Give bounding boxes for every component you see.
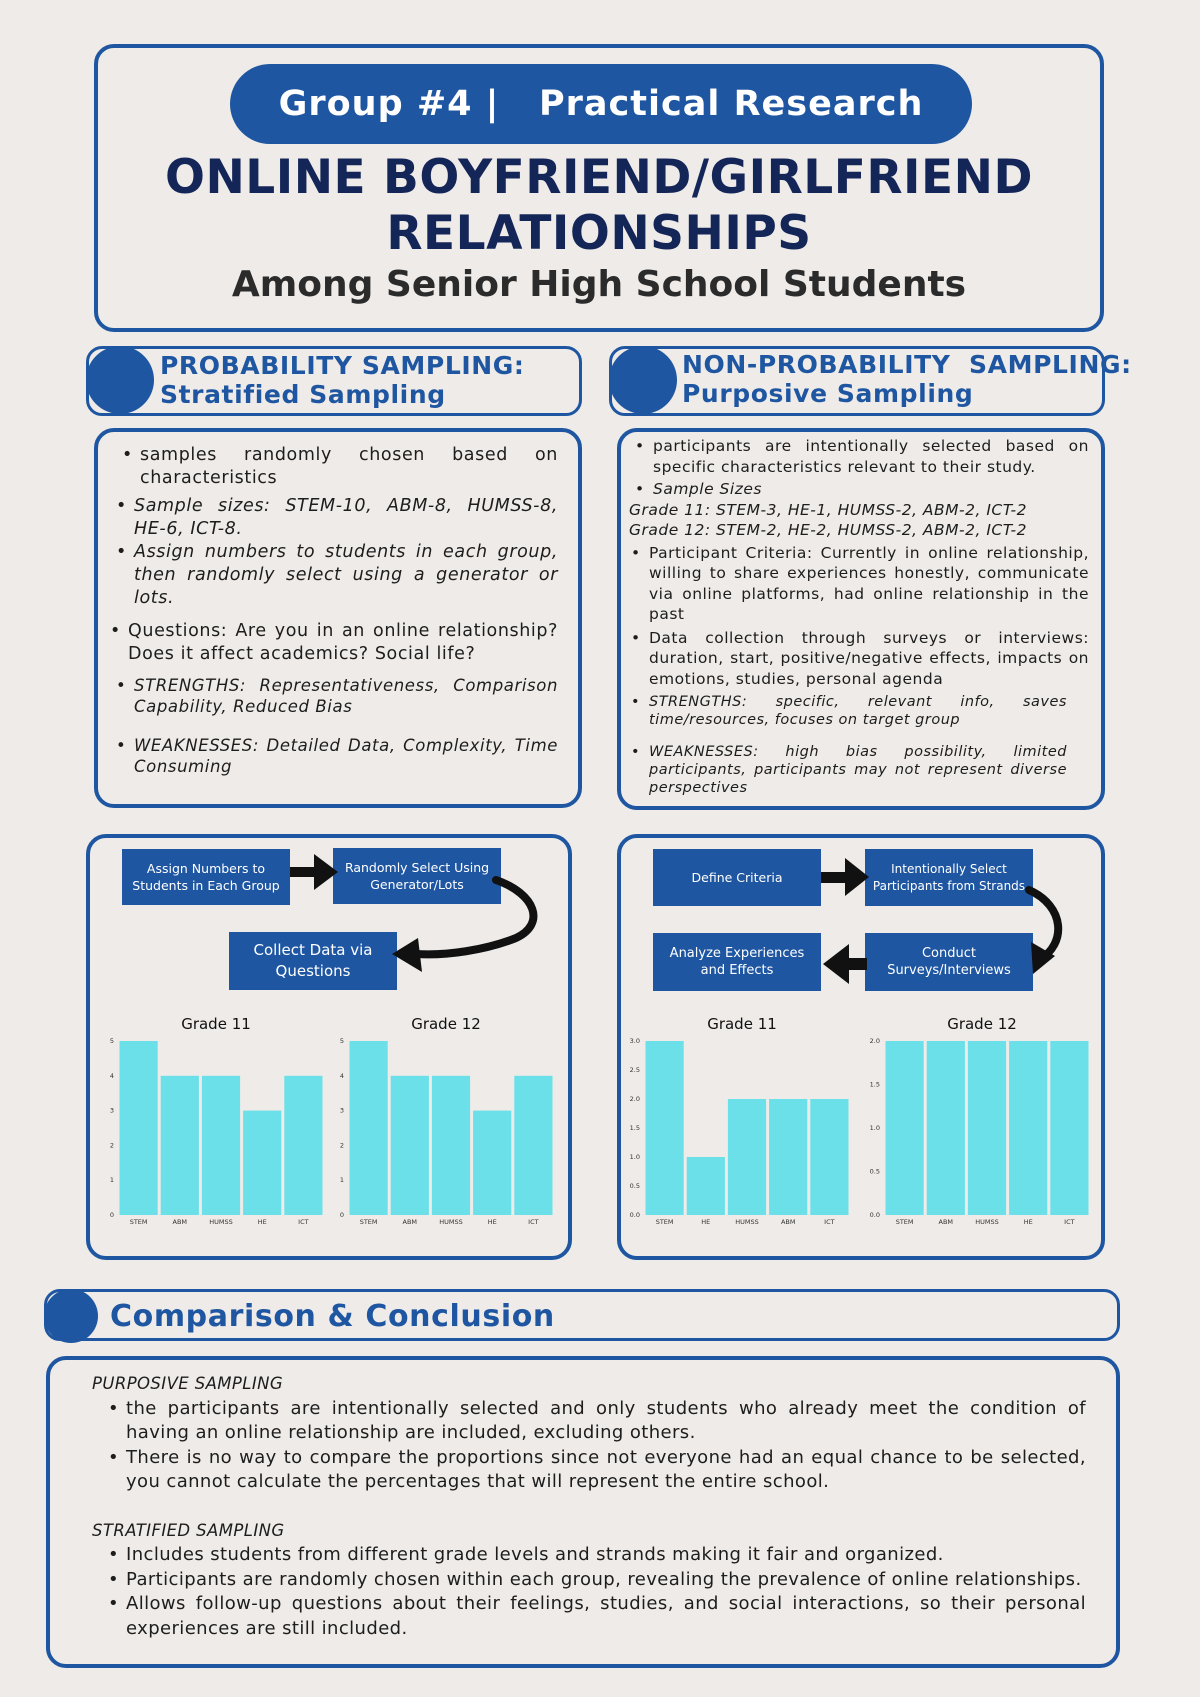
y-tick-label: 2.0 [869,1037,880,1045]
bar-humss [432,1076,470,1215]
conclusion-stratified-1: • Includes students from different grade levels and strands making it fair and organized. [106,1543,1086,1568]
y-tick-label: 3 [339,1106,344,1115]
main-title [94,150,1104,262]
nonprobability-title: NON-PROBABILITY SAMPLING: Purposive Sampling [682,350,1132,408]
nonprobability-bullet-1: • participants are intentionally selected based on specific characteristics relevant to their study. [633,436,1089,477]
stratified-heading: STRATIFIED SAMPLING [92,1520,285,1540]
x-tick-label: HUMSS [975,1218,999,1226]
bar-abm [161,1076,199,1215]
bar-he [243,1111,281,1215]
purposive-heading: PURPOSIVE SAMPLING [92,1374,284,1393]
probability-bullet-2: • Sample sizes: STEM-10, ABM-8, HUMSS-8, HE-6, ICT-8. [114,495,558,541]
probability-strengths: • STRENGTHS: Representativeness, Comparison Capability, Reduced Bias [114,675,558,717]
bar-ict [1050,1041,1088,1215]
x-tick-label: HE [701,1218,711,1226]
probability-title: PROBABILITY SAMPLING: Stratified Sampling [160,351,525,409]
y-tick-label: 0.5 [869,1167,880,1176]
chart-purposive-grade12 [869,1015,1092,1235]
y-tick-label: 4 [109,1071,114,1080]
purposive-flow-arrows [617,834,1105,1034]
y-tick-label: 0.0 [869,1211,880,1219]
bar-he [1009,1041,1047,1215]
bar-ict [284,1076,322,1215]
bar-humss [968,1041,1006,1215]
right-arrow-icon [821,858,869,896]
nonprobability-bullet-2: • Sample Sizes [633,479,1089,500]
flow-step-analyze: Analyze Experiences and Effects [653,933,821,991]
subtitle: Among Senior High School Students [231,264,967,305]
probability-bullet-1: • samples randomly chosen based on characteristics [120,444,558,490]
bar-he [687,1157,725,1215]
chart-title: Grade 12 [411,1015,481,1033]
y-tick-label: 2 [109,1141,114,1150]
left-arrow-icon [823,944,867,984]
y-tick-label: 0 [339,1211,344,1219]
conclusion-stratified-2: • Participants are randomly chosen within each group, revealing the prevalence of online relationships. [106,1568,1086,1593]
y-tick-label: 0 [109,1211,114,1219]
x-tick-label: HE [257,1218,267,1226]
y-tick-label: 5 [339,1037,344,1045]
curved-down-arrow-icon [1029,890,1058,974]
flow-step-define-criteria: Define Criteria [653,849,821,906]
conclusion-stratified-3: • Allows follow-up questions about their feelings, studies, and social interactions, so their personal experiences are still included. [106,1592,1086,1641]
probability-panel [94,428,582,808]
y-tick-label: 1 [109,1176,114,1185]
y-tick-label: 3 [109,1106,114,1115]
conclusion-circle-icon [44,1289,98,1343]
x-tick-label: HUMSS [209,1218,233,1226]
x-tick-label: HUMSS [735,1218,759,1226]
bar-abm [391,1076,429,1215]
nonprobability-strengths: • STRENGTHS: specific, relevant info, saves time/resources, focuses on target group [629,693,1089,729]
x-tick-label: ICT [1064,1218,1075,1226]
x-tick-label: HE [487,1218,497,1226]
bar-humss [728,1099,766,1215]
nonprobability-panel [617,428,1105,810]
flow-step-conduct-surveys: Conduct Surveys/Interviews [865,933,1033,991]
conclusion-purposive-1: • the participants are intentionally selected and only students who already meet the condition of having an online relationship are included, excluding others. [106,1397,1086,1446]
y-tick-label: 0.0 [629,1211,640,1219]
flow-step-assign: Assign Numbers to Students in Each Group [122,849,290,905]
conclusion-panel [46,1356,1120,1668]
nonprobability-weaknesses: • WEAKNESSES: high bias possibility, limited participants, participants may not represent diverse perspectives [629,743,1089,797]
x-tick-label: ICT [298,1218,309,1226]
group-label: Group #4 | Practical Research [230,64,972,144]
probability-bullet-4: • Questions: Are you in an online relationship? Does it affect academics? Social life? [108,620,558,666]
y-tick-label: 2 [339,1141,344,1150]
probability-bullet-3: • Assign numbers to students in each group, then randomly select using a generator or lots. [114,541,558,610]
y-tick-label: 2.0 [629,1095,640,1103]
chart-purposive-grade11 [629,1015,852,1235]
x-tick-label: HE [1023,1218,1033,1226]
y-tick-label: 4 [339,1071,344,1080]
nonprobability-bullet-3: • Participant Criteria: Currently in online relationship, willing to share experiences honestly, communicate via online platforms, had online relationship in the past [629,543,1089,625]
y-tick-label: 1.5 [869,1080,880,1089]
chart-stratified-grade11 [106,1015,326,1235]
nonprobability-circle-icon [609,346,677,414]
conclusion-purposive-2: • There is no way to compare the proportions since not everyone had an equal chance to be selected, you cannot calculate the percentages that will represent the entire school. [106,1446,1086,1495]
bar-he [473,1111,511,1215]
probability-weaknesses: • WEAKNESSES: Detailed Data, Complexity, Time Consuming [114,735,558,777]
title-line-1: ONLINE BOYFRIEND/GIRLFRIEND [164,150,1033,205]
flow-step-random-select: Randomly Select Using Generator/Lots [333,848,501,904]
flow-step-intentional-select: Intentionally Select Participants from Strands [865,849,1033,906]
title-line-2: RELATIONSHIPS [386,206,812,261]
x-tick-label: HUMSS [439,1218,463,1226]
x-tick-label: ABM [780,1218,796,1226]
bar-abm [769,1099,807,1215]
chart-title: Grade 12 [947,1015,1017,1033]
bar-humss [202,1076,240,1215]
y-tick-label: 1.0 [869,1124,880,1132]
x-tick-label: ICT [528,1218,539,1226]
chart-stratified-grade12 [336,1015,556,1235]
curved-arrow-icon [392,880,533,972]
x-tick-label: ABM [172,1218,188,1226]
x-tick-label: STEM [359,1218,378,1226]
flow-step-collect: Collect Data via Questions [229,932,397,990]
grade12-sizes: Grade 12: STEM-2, HE-2, HUMSS-2, ABM-2, ICT-2 [629,521,1027,539]
y-tick-label: 1.5 [629,1124,640,1132]
bar-stem [886,1041,924,1215]
bar-stem [646,1041,684,1215]
nonprobability-bullet-4: • Data collection through surveys or interviews: duration, start, positive/negative effects, impacts on emotions, studies, personal agenda [629,628,1089,690]
bar-abm [927,1041,965,1215]
chart-title: Grade 11 [707,1015,777,1033]
y-tick-label: 5 [109,1037,114,1045]
x-tick-label: STEM [655,1218,674,1226]
conclusion-title: Comparison & Conclusion [110,1299,555,1334]
y-tick-label: 1.0 [629,1153,640,1161]
x-tick-label: STEM [129,1218,148,1226]
bar-stem [350,1041,388,1215]
x-tick-label: STEM [895,1218,914,1226]
chart-title: Grade 11 [181,1015,251,1033]
y-tick-label: 3.0 [629,1037,640,1045]
bar-stem [120,1041,158,1215]
grade11-sizes: Grade 11: STEM-3, HE-1, HUMSS-2, ABM-2, ICT-2 [629,500,1027,519]
x-tick-label: ABM [402,1218,418,1226]
y-tick-label: 0.5 [629,1182,640,1190]
x-tick-label: ICT [824,1218,835,1226]
x-tick-label: ABM [938,1218,954,1226]
y-tick-label: 2.5 [629,1066,640,1074]
stratified-flow-arrows [86,834,572,1034]
bar-ict [514,1076,552,1215]
bar-ict [810,1099,848,1215]
probability-circle-icon [86,346,154,414]
right-arrow-icon [290,854,338,890]
y-tick-label: 1 [339,1176,344,1185]
